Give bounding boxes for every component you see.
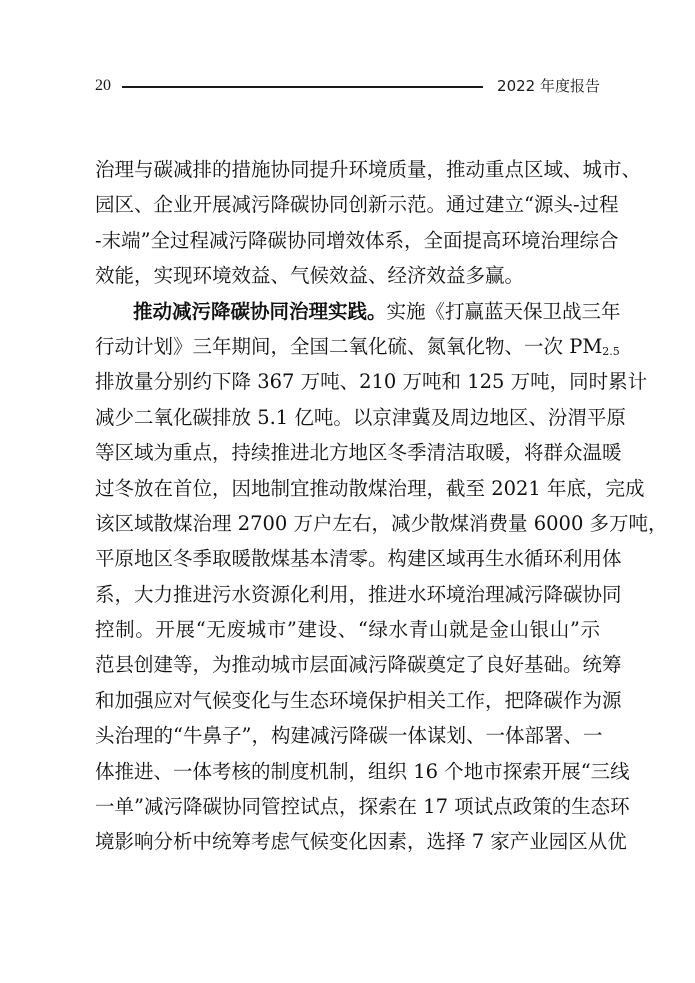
text-line: 平原地区冬季取暖散煤基本清零。构建区域再生水循环利用体 [95,547,622,571]
text-line: 园区、企业开展减污降碳协同创新示范。通过建立“源头-过程 [95,193,619,217]
text-fragment: 行动计划》三年期间，全国二氧化硫、氮氧化物、一次 PM [95,334,603,358]
subscript: 2.5 [602,344,620,358]
text-line: 境影响分析中统筹考虑气候变化因素，选择 7 家产业园区从优 [95,830,627,854]
text-line: 一单”减污降碳协同管控试点，探索在 17 项试点政策的生态环 [95,795,630,819]
text-fragment: 实施《打赢蓝天保卫战三年 [386,299,621,323]
text-line: 排放量分别约下降 367 万吨、210 万吨和 125 万吨，同时累计 [95,370,648,394]
body-text [95,152,668,860]
text-line: -末端”全过程减污降碳协同增效体系，全面提高环境治理综合 [95,228,619,252]
report-title: 2022 年度报告 [497,77,600,95]
paragraph-2 [95,294,668,860]
header-rule [122,86,483,88]
text-line: 减少二氧化碳排放 5.1 亿吨。以京津冀及周边地区、汾渭平原 [95,405,626,429]
text-line: 过冬放在首位，因地制宜推动散煤治理，截至 2021 年底，完成 [95,476,645,500]
text-line: 和加强应对气候变化与生态环境保护相关工作，把降碳作为源 [95,688,622,712]
text-line: 范县创建等，为推动城市层面减污降碳奠定了良好基础。统筹 [95,653,622,677]
text-line [95,294,621,329]
paragraph-lead-in: 推动减污降碳协同治理实践。 [133,299,387,323]
text-line: 系，大力推进污水资源化利用，推进水环境治理减污降碳协同 [95,582,622,606]
text-line: 等区域为重点，持续推进北方地区冬季清洁取暖，将群众温暖 [95,441,622,465]
page-header [95,76,600,96]
text-line: 治理与碳减排的措施协同提升环境质量，推动重点区域、城市、 [95,158,642,181]
page-number: 20 [95,77,111,94]
paragraph-1 [95,152,642,294]
text-line: 头治理的“牛鼻子”，构建减污降碳一体谋划、一体部署、一 [95,724,603,748]
text-line [95,329,620,364]
text-line: 效能，实现环境效益、气候效益、经济效益多赢。 [95,264,525,288]
text-line: 该区域散煤治理 2700 万户左右，减少散煤消费量 6000 多万吨， [95,511,668,535]
text-line: 控制。开展“无废城市”建设、“绿水青山就是金山银山”示 [95,618,600,642]
text-line: 体推进、一体考核的制度机制，组织 16 个地市探索开展“三线 [95,759,630,783]
